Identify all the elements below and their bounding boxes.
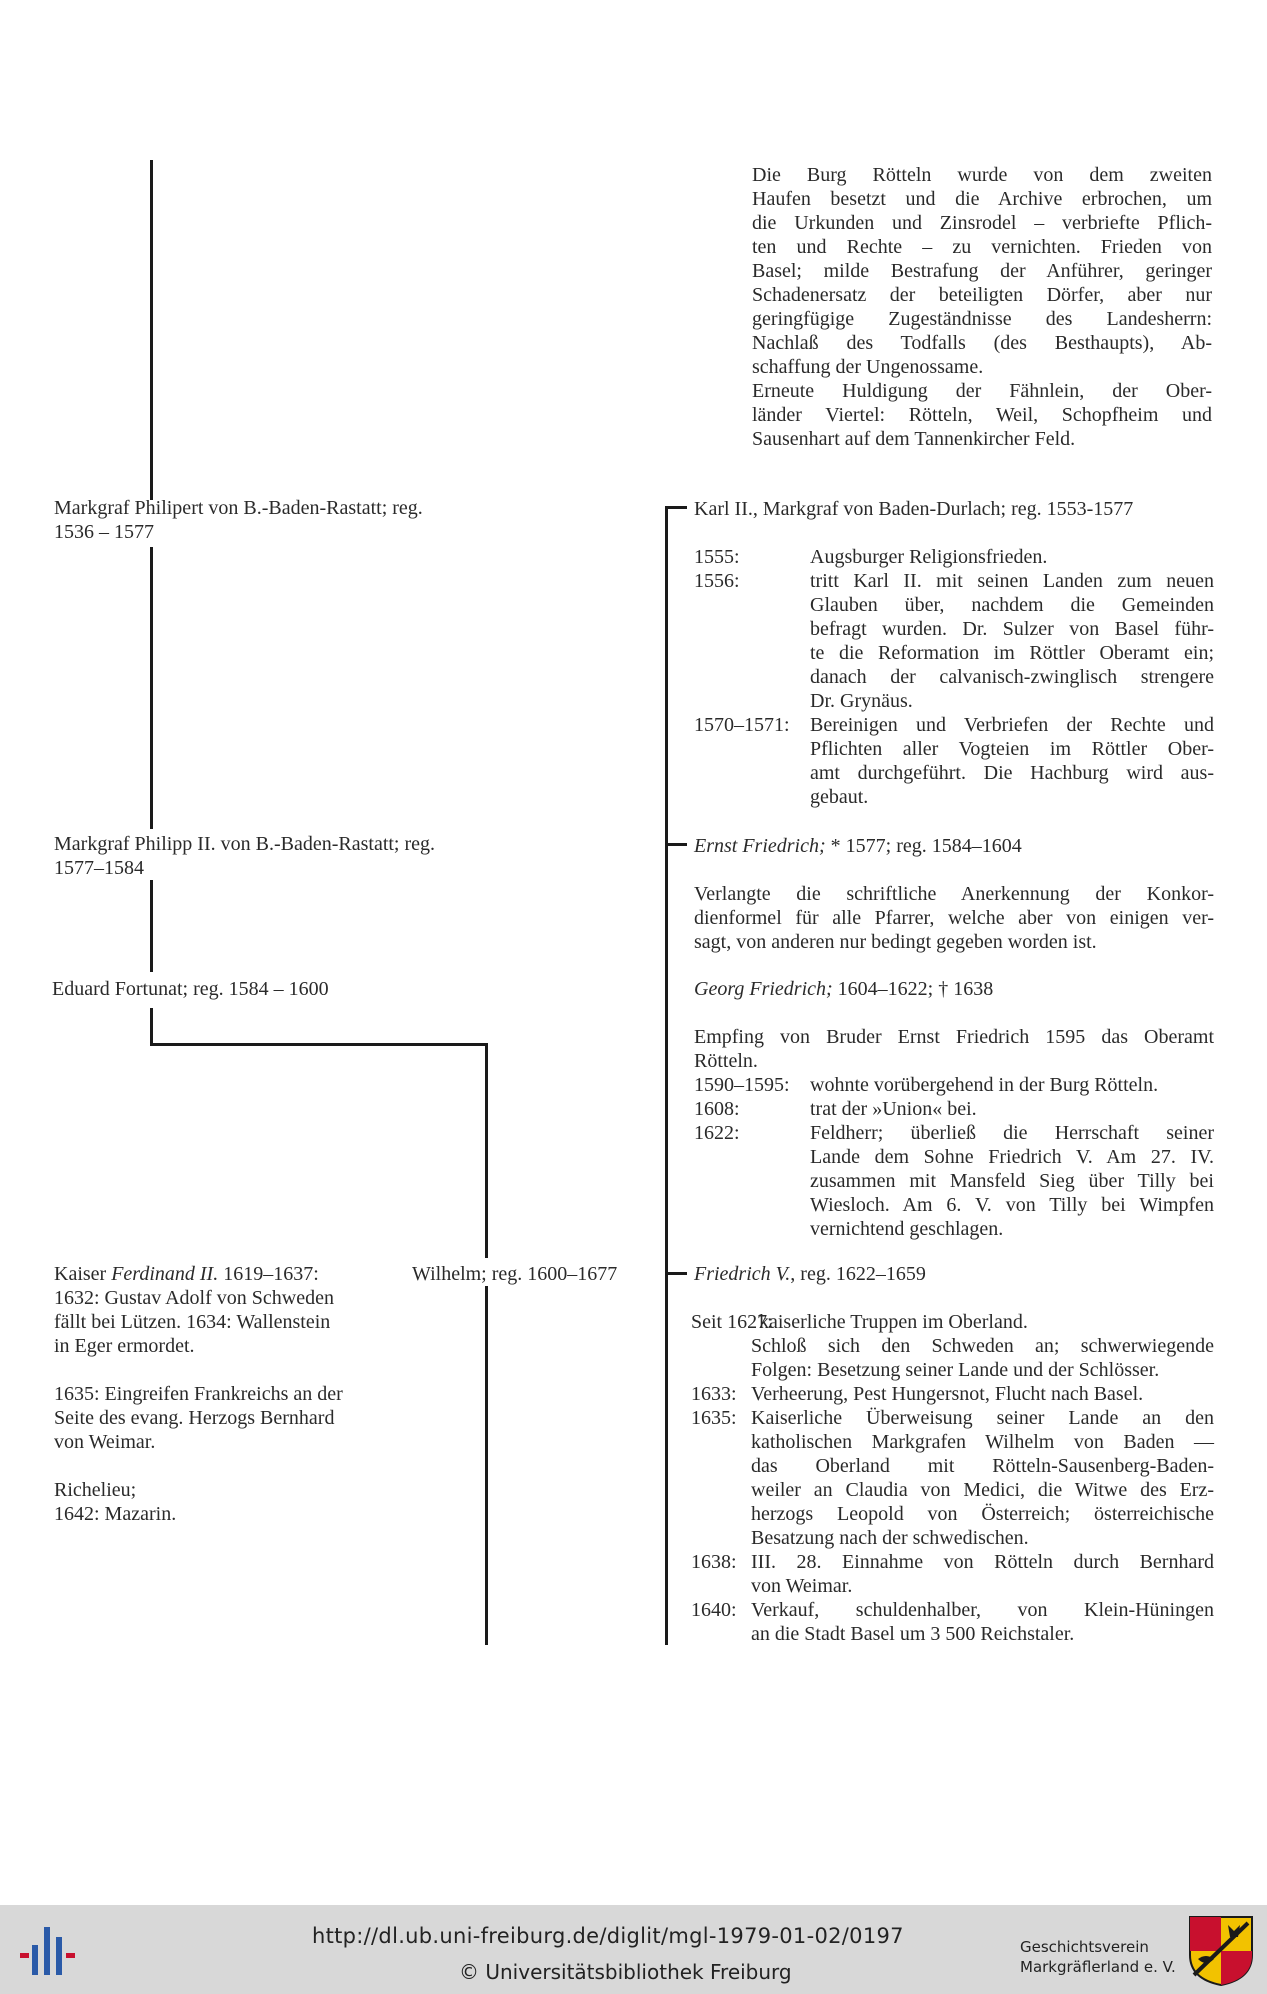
text-line: Nachlaß des Todfalls (des Besthaupts), Ab- <box>752 332 1212 354</box>
text-line: an die Stadt Basel um 3 500 Reichstaler. <box>751 1623 1075 1645</box>
text-line: Sausenhart auf dem Tannenkircher Feld. <box>752 428 1076 450</box>
text-line: katholischen Markgrafen Wilhelm von Baden — <box>751 1431 1214 1453</box>
timeline-row <box>694 713 1214 809</box>
timeline-row <box>694 1097 1214 1121</box>
tree-line-left-2 <box>150 547 153 829</box>
kaiser-heading <box>54 1262 334 1286</box>
text-line: länder Viertel: Rötteln, Weil, Schopfheim und <box>752 404 1212 426</box>
georg-entries <box>694 1025 1214 1241</box>
text-span: * 1577; reg. 1584–1604 <box>825 835 1022 857</box>
tree-tick-ernst <box>665 843 687 846</box>
entry-text <box>751 1382 1214 1406</box>
text-line: Verheerung, Pest Hungersnot, Flucht nach Basel. <box>751 1383 1144 1405</box>
text-line: 1635: Eingreifen Frankreichs an der <box>54 1383 343 1405</box>
friedrich-entries <box>691 1310 1214 1646</box>
text-span: Kaiser <box>54 1263 112 1285</box>
text-line: 1577–1584 <box>54 857 144 879</box>
timeline-row <box>694 1073 1214 1097</box>
year-label: 1635: <box>691 1407 737 1429</box>
text-line: Die Burg Rötteln wurde von dem zweiten <box>752 164 1212 186</box>
top-paragraph <box>752 163 1212 451</box>
ernst-paragraph <box>694 882 1214 954</box>
ub-freiburg-logo-icon[interactable] <box>18 1923 78 1979</box>
tree-line-wilhelm-2 <box>485 1286 488 1645</box>
timeline-row <box>691 1310 1214 1334</box>
entry-text <box>810 1097 1214 1121</box>
entry-text <box>810 569 1214 713</box>
timeline-row <box>691 1334 1214 1382</box>
text-line: Markgraf Philipp II. von B.-Baden-Rastatt; reg. <box>54 833 436 855</box>
text-line: Folgen: Besetzung seiner Lande und der Schlösser. <box>751 1359 1160 1381</box>
text-line: Verkauf, schuldenhalber, von Klein-Hüningen <box>751 1599 1214 1621</box>
tree-line-wilhelm-1 <box>485 1043 488 1258</box>
timeline-row <box>691 1406 1214 1550</box>
entry-text <box>751 1334 1214 1382</box>
text-line: von Weimar. <box>751 1575 853 1597</box>
text-line: die Urkunden und Zinsrodel – verbriefte Pflich- <box>752 212 1212 234</box>
france-entry <box>54 1382 343 1454</box>
society-line: Markgräflerland e. V. <box>1020 1958 1176 1976</box>
kaiser-entry <box>54 1262 334 1358</box>
wilhelm-entry: Wilhelm; reg. 1600–1677 <box>412 1263 618 1285</box>
text-line: Erneute Huldigung der Fähnlein, der Ober- <box>752 380 1212 402</box>
text-line: Markgraf Philipert von B.-Baden-Rastatt; reg. <box>54 497 423 519</box>
tree-tick-friedrich <box>665 1272 687 1275</box>
society-line: Geschichtsverein <box>1020 1938 1149 1956</box>
year-label: 1555: <box>694 546 740 568</box>
text-line: 1632: Gustav Adolf von Schweden <box>54 1287 334 1309</box>
text-line: Schadenersatz der beteiligten Dörfer, aber nur <box>752 284 1212 306</box>
timeline-row <box>694 569 1214 713</box>
text-line: wohnte vorübergehend in der Burg Rötteln. <box>810 1074 1159 1096</box>
tree-line-left-3 <box>150 880 153 972</box>
entry-text <box>810 545 1214 569</box>
karl-heading: Karl II., Markgraf von Baden-Durlach; reg. 1553-1577 <box>694 498 1134 520</box>
text-line: Dr. Grynäus. <box>810 690 913 712</box>
georg-heading <box>694 977 993 1001</box>
text-line: kaiserliche Truppen im Oberland. <box>759 1311 1028 1333</box>
text-line: Lande dem Sohne Friedrich V. Am 27. IV. <box>810 1146 1214 1168</box>
text-line: III. 28. Einnahme von Rötteln durch Bernhard <box>751 1551 1214 1573</box>
karl-entries <box>694 545 1214 809</box>
text-line: 1536 – 1577 <box>54 521 154 543</box>
philipert-entry <box>54 496 423 544</box>
text-line: Augsburger Religionsfrieden. <box>810 546 1048 568</box>
year-label: 1608: <box>694 1098 740 1120</box>
entry-text <box>751 1598 1214 1646</box>
text-line: Empfing von Bruder Ernst Friedrich 1595 das Oberamt <box>694 1026 1214 1048</box>
entry-text <box>751 1550 1214 1598</box>
text-line: te die Reformation im Röttler Oberamt ein; <box>810 642 1214 664</box>
text-line: Seite des evang. Herzogs Bernhard <box>54 1407 335 1429</box>
document-url-link[interactable]: http://dl.ub.uni-freiburg.de/diglit/mgl-1979-01-02/0197 <box>312 1924 904 1948</box>
society-name <box>1020 1937 1176 1977</box>
philipp-entry <box>54 832 435 880</box>
text-line: sagt, von anderen nur bedingt gegeben worden ist. <box>694 931 1097 953</box>
tree-line-left-4 <box>150 1008 153 1045</box>
text-line: Rötteln. <box>694 1050 758 1072</box>
text-line: schaffung der Ungenossame. <box>752 356 984 378</box>
entry-text <box>751 1406 1214 1550</box>
text-line: Richelieu; <box>54 1479 137 1501</box>
tree-line-left-1 <box>150 160 153 500</box>
year-label: 1556: <box>694 570 740 592</box>
friedrich-name: Friedrich V. <box>694 1263 791 1285</box>
text-line: amt durchgeführt. Die Hachburg wird aus- <box>810 762 1214 784</box>
entry-text <box>810 713 1214 809</box>
richelieu-entry <box>54 1478 176 1526</box>
friedrich-heading <box>694 1262 926 1286</box>
timeline-row <box>691 1550 1214 1598</box>
entry-text <box>810 1073 1214 1097</box>
georg-name: Georg Friedrich; <box>694 978 833 1000</box>
tree-line-eduard-branch <box>150 1043 487 1046</box>
text-line: Glauben über, nachdem die Gemeinden <box>810 594 1214 616</box>
text-line: trat der »Union« bei. <box>810 1098 977 1120</box>
year-label: 1633: <box>691 1383 737 1405</box>
text-line: Basel; milde Bestrafung der Anführer, geringer <box>752 260 1212 282</box>
text-line: dienformel für alle Pfarrer, welche aber von einigen ver- <box>694 907 1214 929</box>
text-line: Pflichten aller Vogteien im Röttler Ober- <box>810 738 1214 760</box>
tree-tick-karl <box>665 506 687 509</box>
text-line: Bereinigen und Verbriefen der Rechte und <box>810 714 1214 736</box>
tree-line-right <box>665 506 668 1645</box>
kaiser-name: Ferdinand II. <box>111 1263 219 1285</box>
entry-text <box>759 1310 1214 1334</box>
copyright-text: © Universitätsbibliothek Freiburg <box>459 1960 792 1984</box>
text-line: befragt wurden. Dr. Sulzer von Basel führ- <box>810 618 1214 640</box>
text-line: 1642: Mazarin. <box>54 1503 177 1525</box>
eduard-entry: Eduard Fortunat; reg. 1584 – 1600 <box>52 978 329 1000</box>
text-line: Kaiserliche Überweisung seiner Lande an den <box>751 1407 1214 1429</box>
entry-text <box>810 1121 1214 1241</box>
text-line: das Oberland mit Rötteln-Sausenberg-Baden- <box>751 1455 1214 1477</box>
coat-of-arms-icon[interactable] <box>1188 1915 1254 1987</box>
year-label: 1622: <box>694 1122 740 1144</box>
text-line: Feldherr; überließ die Herrschaft seiner <box>810 1122 1214 1144</box>
text-line: in Eger ermordet. <box>54 1335 195 1357</box>
year-spacer <box>691 1334 751 1382</box>
text-line: zusammen mit Mansfeld Sieg über Tilly bei <box>810 1170 1214 1192</box>
year-label: 1590–1595: <box>694 1074 790 1096</box>
year-label: 1640: <box>691 1599 737 1621</box>
text-line: gebaut. <box>810 786 869 808</box>
year-label: 1638: <box>691 1551 737 1573</box>
text-line: ten und Rechte – zu vernichten. Frieden von <box>752 236 1212 258</box>
text-span: 1619–1637: <box>218 1263 319 1285</box>
text-line: tritt Karl II. mit seinen Landen zum neuen <box>810 570 1214 592</box>
timeline-row <box>694 1121 1214 1241</box>
text-line: Schloß sich den Schweden an; schwerwiegende <box>751 1335 1214 1357</box>
timeline-row <box>694 545 1214 569</box>
ernst-heading <box>694 834 1022 858</box>
text-line: geringfügige Zugeständnisse des Landesherrn: <box>752 308 1212 330</box>
timeline-row <box>691 1382 1214 1406</box>
text-line: Wiesloch. Am 6. V. von Tilly bei Wimpfen <box>810 1194 1214 1216</box>
text-line: fällt bei Lützen. 1634: Wallenstein <box>54 1311 331 1333</box>
text-line: vernichtend geschlagen. <box>810 1218 1004 1240</box>
text-line: herzogs Leopold von Österreich; österreichische <box>751 1503 1214 1525</box>
text-line: weiler an Claudia von Medici, die Witwe des Erz- <box>751 1479 1214 1501</box>
text-line: Besatzung nach der schwedischen. <box>751 1527 1029 1549</box>
text-line: von Weimar. <box>54 1431 156 1453</box>
text-line: Haufen besetzt und die Archive erbrochen, um <box>752 188 1212 210</box>
text-span: , reg. 1622–1659 <box>790 1263 926 1285</box>
timeline-row <box>691 1598 1214 1646</box>
text-line: Verlangte die schriftliche Anerkennung der Konkor- <box>694 883 1214 905</box>
text-span: 1604–1622; † 1638 <box>832 978 994 1000</box>
year-label: 1570–1571: <box>694 714 790 736</box>
text-line: danach der calvanisch-zwinglisch strengere <box>810 666 1214 688</box>
year-label: Seit 1627: <box>691 1311 773 1333</box>
viewer-footer <box>0 1905 1267 1994</box>
ernst-name: Ernst Friedrich; <box>694 835 826 857</box>
